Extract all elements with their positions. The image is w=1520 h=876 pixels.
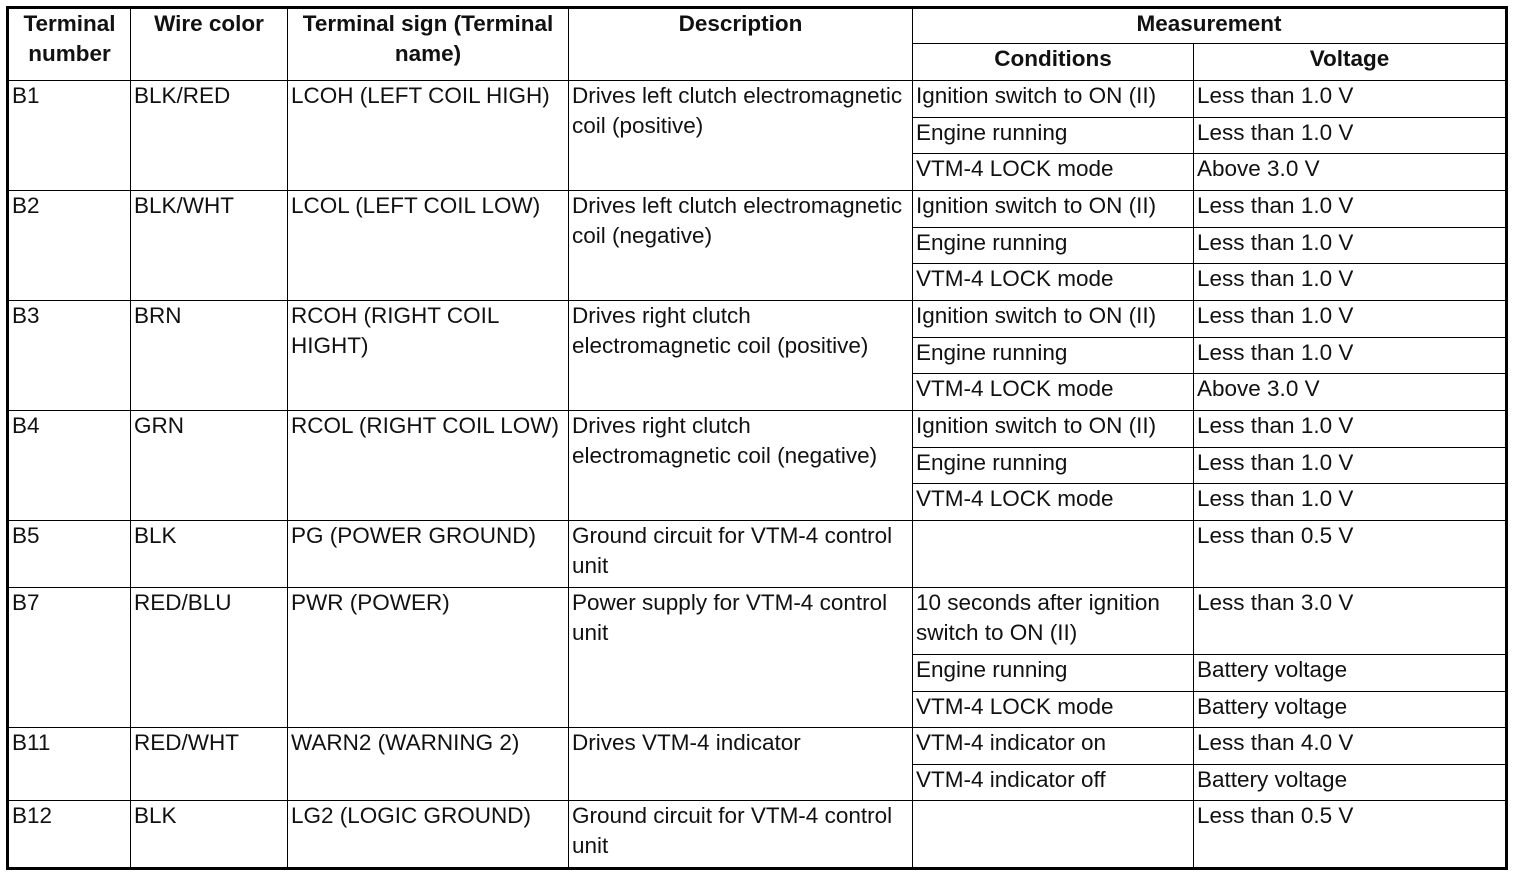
terminal-sign-cell: PWR (POWER) — [288, 588, 569, 728]
terminal-number-cell: B3 — [8, 301, 131, 411]
voltage-cell: Less than 1.0 V — [1194, 448, 1507, 484]
condition-cell: Ignition switch to ON (II) — [913, 301, 1194, 338]
voltage-cell: Above 3.0 V — [1194, 154, 1507, 191]
description-cell: Ground circuit for VTM-4 control unit — [569, 801, 913, 869]
condition-cell: VTM-4 LOCK mode — [913, 484, 1194, 521]
voltage-cell: Battery voltage — [1194, 765, 1507, 801]
wire-color-cell: GRN — [131, 411, 288, 521]
voltage-cell: Battery voltage — [1194, 692, 1507, 728]
condition-cell: VTM-4 LOCK mode — [913, 692, 1194, 728]
condition-cell: Engine running — [913, 338, 1194, 374]
header-measurement: Measurement — [913, 8, 1507, 44]
wire-color-cell: BRN — [131, 301, 288, 411]
terminal-sign-cell: LCOH (LEFT COIL HIGH) — [288, 81, 569, 191]
description-cell: Drives left clutch electromagnetic coil (positive) — [569, 81, 913, 191]
voltage-cell: Less than 1.0 V — [1194, 81, 1507, 118]
terminal-number-cell: B5 — [8, 521, 131, 588]
condition-cell: VTM-4 LOCK mode — [913, 154, 1194, 191]
voltage-cell: Battery voltage — [1194, 655, 1507, 692]
wire-color-cell: BLK/RED — [131, 81, 288, 191]
description-cell: Drives right clutch electromagnetic coil (positive) — [569, 301, 913, 411]
voltage-cell: Above 3.0 V — [1194, 374, 1507, 411]
voltage-cell: Less than 1.0 V — [1194, 228, 1507, 264]
wire-color-cell: RED/WHT — [131, 728, 288, 801]
table-row — [8, 588, 1507, 655]
table-row — [8, 728, 1507, 765]
terminal-sign-cell: RCOL (RIGHT COIL LOW) — [288, 411, 569, 521]
condition-cell: VTM-4 LOCK mode — [913, 264, 1194, 301]
wire-color-cell: BLK — [131, 521, 288, 588]
table-row — [8, 301, 1507, 338]
table-row — [8, 411, 1507, 448]
condition-cell — [913, 521, 1194, 588]
description-cell: Drives right clutch electromagnetic coil (negative) — [569, 411, 913, 521]
condition-cell: Engine running — [913, 655, 1194, 692]
terminal-number-cell: B1 — [8, 81, 131, 191]
voltage-cell: Less than 1.0 V — [1194, 484, 1507, 521]
voltage-cell: Less than 1.0 V — [1194, 191, 1507, 228]
header-description: Description — [569, 8, 913, 81]
voltage-cell: Less than 1.0 V — [1194, 118, 1507, 154]
condition-cell: VTM-4 indicator on — [913, 728, 1194, 765]
description-cell: Drives VTM-4 indicator — [569, 728, 913, 801]
terminal-number-cell: B2 — [8, 191, 131, 301]
voltage-cell: Less than 3.0 V — [1194, 588, 1507, 655]
terminal-sign-cell: LG2 (LOGIC GROUND) — [288, 801, 569, 869]
condition-cell: Ignition switch to ON (II) — [913, 411, 1194, 448]
wire-color-cell: RED/BLU — [131, 588, 288, 728]
condition-cell: Ignition switch to ON (II) — [913, 81, 1194, 118]
terminal-sign-cell: WARN2 (WARNING 2) — [288, 728, 569, 801]
voltage-cell: Less than 1.0 V — [1194, 264, 1507, 301]
table-row — [8, 801, 1507, 869]
header-conditions: Conditions — [913, 44, 1194, 81]
condition-cell: VTM-4 indicator off — [913, 765, 1194, 801]
terminal-number-cell: B11 — [8, 728, 131, 801]
header-terminal-number: Terminal number — [8, 8, 131, 81]
header-voltage: Voltage — [1194, 44, 1507, 81]
condition-cell — [913, 801, 1194, 869]
terminal-number-cell: B7 — [8, 588, 131, 728]
voltage-cell: Less than 1.0 V — [1194, 301, 1507, 338]
voltage-cell: Less than 0.5 V — [1194, 521, 1507, 588]
table-row — [8, 521, 1507, 588]
condition-cell: Engine running — [913, 118, 1194, 154]
condition-cell: Engine running — [913, 448, 1194, 484]
description-cell: Power supply for VTM-4 control unit — [569, 588, 913, 728]
voltage-cell: Less than 0.5 V — [1194, 801, 1507, 869]
wire-color-cell: BLK/WHT — [131, 191, 288, 301]
voltage-cell: Less than 1.0 V — [1194, 338, 1507, 374]
voltage-cell: Less than 4.0 V — [1194, 728, 1507, 765]
wire-color-cell: BLK — [131, 801, 288, 869]
table-row — [8, 81, 1507, 118]
terminal-sign-cell: LCOL (LEFT COIL LOW) — [288, 191, 569, 301]
terminal-number-cell: B4 — [8, 411, 131, 521]
header-wire-color: Wire color — [131, 8, 288, 81]
table-row — [8, 191, 1507, 228]
condition-cell: 10 seconds after ignition switch to ON (II) — [913, 588, 1194, 655]
terminal-number-cell: B12 — [8, 801, 131, 869]
description-cell: Drives left clutch electromagnetic coil (negative) — [569, 191, 913, 301]
header-terminal-sign: Terminal sign (Terminal name) — [288, 8, 569, 81]
terminal-table — [6, 6, 1508, 870]
condition-cell: Ignition switch to ON (II) — [913, 191, 1194, 228]
description-cell: Ground circuit for VTM-4 control unit — [569, 521, 913, 588]
condition-cell: Engine running — [913, 228, 1194, 264]
terminal-sign-cell: PG (POWER GROUND) — [288, 521, 569, 588]
voltage-cell: Less than 1.0 V — [1194, 411, 1507, 448]
condition-cell: VTM-4 LOCK mode — [913, 374, 1194, 411]
terminal-sign-cell: RCOH (RIGHT COIL HIGHT) — [288, 301, 569, 411]
